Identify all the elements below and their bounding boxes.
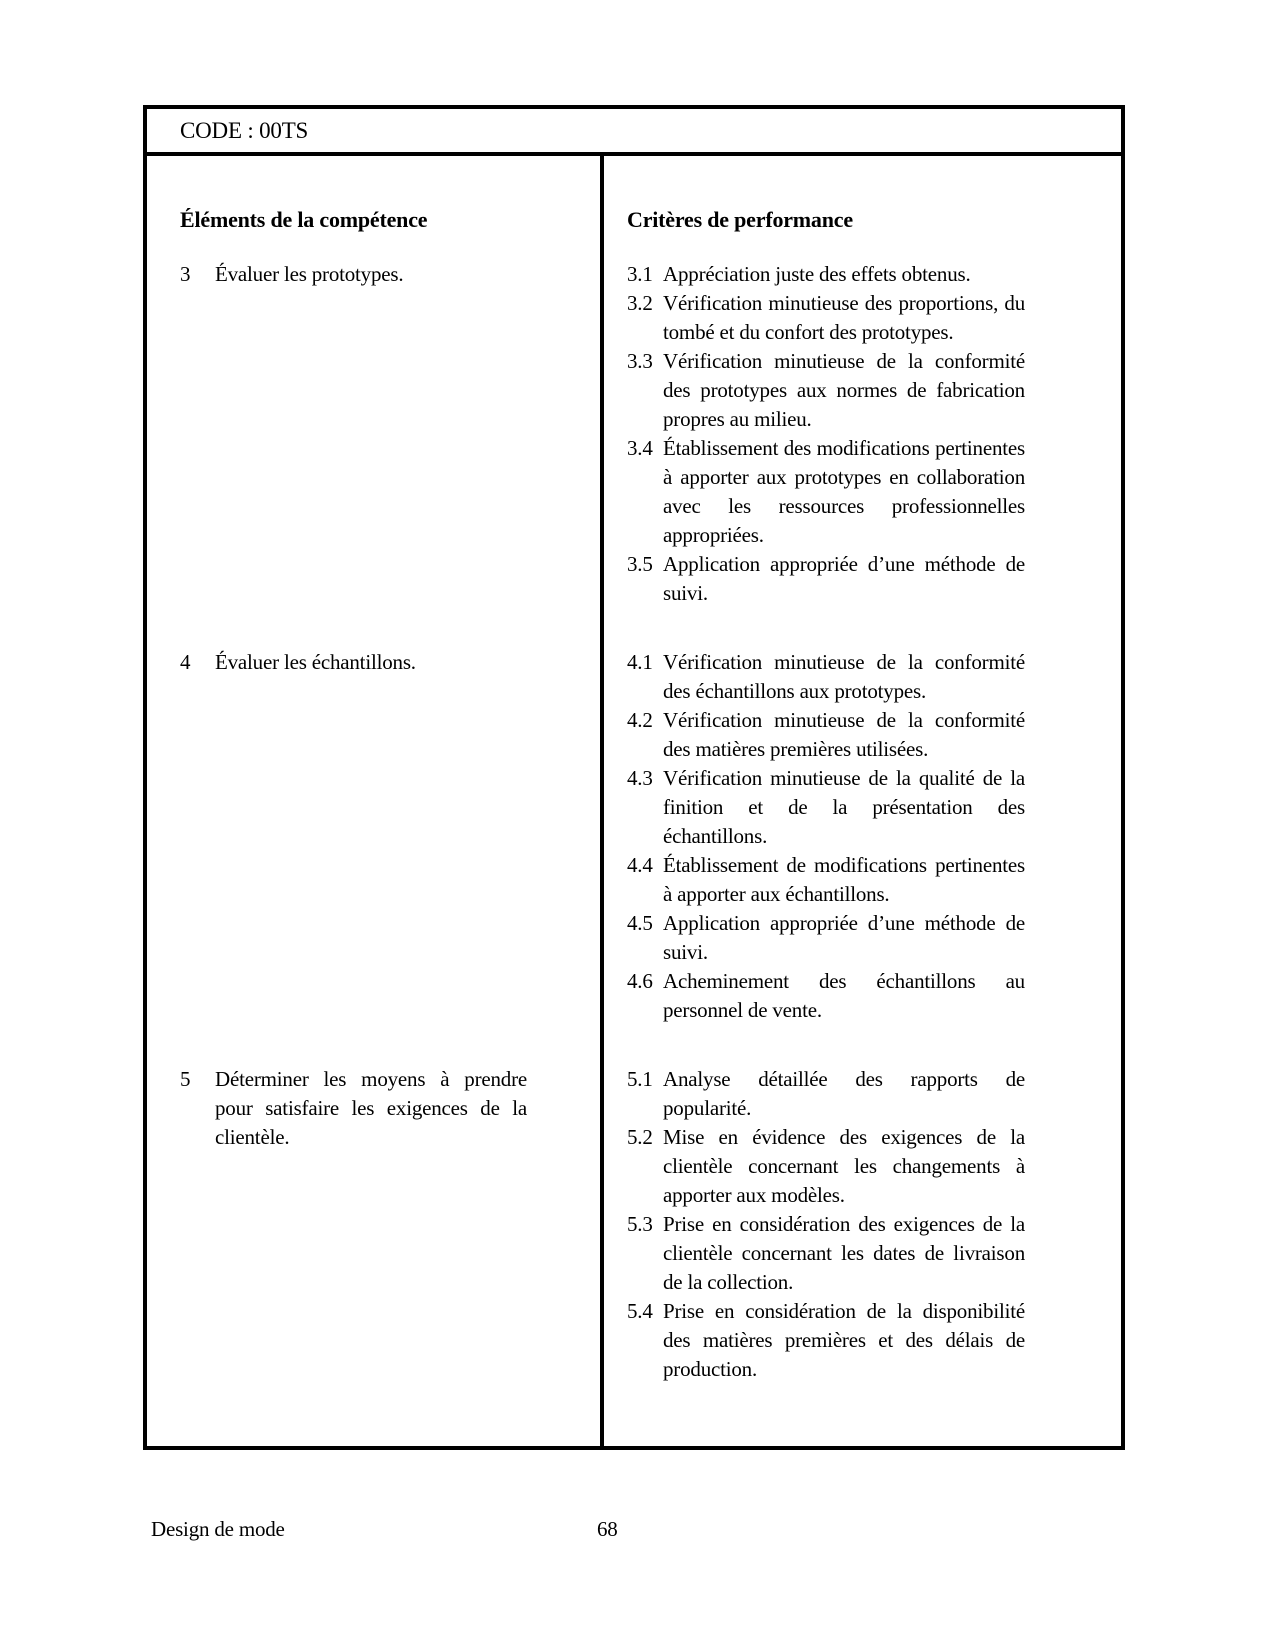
code-label: CODE : 00TS bbox=[180, 118, 309, 143]
criterion-text: Acheminement des échantillons au personnel de vente. bbox=[663, 969, 1025, 1022]
element-number: 3 bbox=[180, 262, 191, 286]
criterion-number: 3.2 bbox=[627, 291, 653, 315]
criterion-text: Appréciation juste des effets obtenus. bbox=[663, 262, 971, 286]
criterion-item bbox=[627, 1297, 1121, 1384]
criterion-text: Prise en considération de la disponibilité des matières premières et des délais de production. bbox=[663, 1299, 1025, 1381]
criterion-item bbox=[627, 1123, 1121, 1210]
criterion-number: 4.4 bbox=[627, 853, 653, 877]
element-text: Déterminer les moyens à prendre pour satisfaire les exigences de la clientèle. bbox=[215, 1067, 527, 1149]
criterion-text: Mise en évidence des exigences de la clientèle concernant les changements à apporter aux modèles. bbox=[663, 1125, 1025, 1207]
criterion-number: 4.3 bbox=[627, 766, 653, 790]
element-number: 5 bbox=[180, 1067, 191, 1091]
criterion-number: 5.4 bbox=[627, 1299, 653, 1323]
criterion-number: 4.5 bbox=[627, 911, 653, 935]
element-cell bbox=[147, 1065, 604, 1152]
criteria-cell bbox=[604, 1065, 1121, 1384]
element-item bbox=[180, 1065, 604, 1152]
criterion-item bbox=[627, 909, 1121, 967]
criterion-text: Vérification minutieuse de la conformité des prototypes aux normes de fabrication propres au milieu. bbox=[663, 349, 1025, 431]
competency-table bbox=[143, 105, 1125, 1450]
criterion-number: 3.4 bbox=[627, 436, 653, 460]
column-divider bbox=[600, 156, 604, 1446]
criterion-number: 4.6 bbox=[627, 969, 653, 993]
criterion-text: Vérification minutieuse des proportions, du tombé et du confort des prototypes. bbox=[663, 291, 1025, 344]
criterion-item bbox=[627, 434, 1121, 550]
criteria-cell bbox=[604, 260, 1121, 608]
criterion-item bbox=[627, 289, 1121, 347]
criterion-item bbox=[627, 851, 1121, 909]
criterion-number: 3.1 bbox=[627, 262, 653, 286]
criterion-item bbox=[627, 1210, 1121, 1297]
criterion-number: 5.2 bbox=[627, 1125, 653, 1149]
criterion-item bbox=[627, 764, 1121, 851]
criterion-item bbox=[627, 550, 1121, 608]
element-item bbox=[180, 648, 604, 677]
criterion-item bbox=[627, 967, 1121, 1025]
criterion-text: Vérification minutieuse de la qualité de la finition et de la présentation des échantillons. bbox=[663, 766, 1025, 848]
criterion-item bbox=[627, 347, 1121, 434]
criterion-item bbox=[627, 1065, 1121, 1123]
criterion-text: Application appropriée d’une méthode de suivi. bbox=[663, 911, 1025, 964]
element-number: 4 bbox=[180, 650, 191, 674]
criterion-number: 5.1 bbox=[627, 1067, 653, 1091]
footer-document-title: Design de mode bbox=[151, 1517, 285, 1541]
element-text: Évaluer les prototypes. bbox=[215, 262, 404, 286]
element-cell bbox=[147, 648, 604, 677]
criterion-text: Analyse détaillée des rapports de popularité. bbox=[663, 1067, 1025, 1120]
criterion-item bbox=[627, 706, 1121, 764]
criterion-number: 4.2 bbox=[627, 708, 653, 732]
criteria-cell bbox=[604, 648, 1121, 1025]
footer-page-number: 68 bbox=[597, 1517, 618, 1541]
competency-row bbox=[147, 260, 1121, 608]
criterion-number: 3.5 bbox=[627, 552, 653, 576]
criterion-text: Vérification minutieuse de la conformité des échantillons aux prototypes. bbox=[663, 650, 1025, 703]
elements-column-header: Éléments de la compétence bbox=[180, 207, 428, 232]
competency-row bbox=[147, 648, 1121, 1025]
criterion-number: 4.1 bbox=[627, 650, 653, 674]
criterion-text: Établissement de modifications pertinentes à apporter aux échantillons. bbox=[663, 853, 1025, 906]
criterion-number: 5.3 bbox=[627, 1212, 653, 1236]
criteria-column-header: Critères de performance bbox=[627, 207, 853, 232]
criterion-text: Application appropriée d’une méthode de suivi. bbox=[663, 552, 1025, 605]
competency-row bbox=[147, 1065, 1121, 1384]
element-text: Évaluer les échantillons. bbox=[215, 650, 416, 674]
code-header-row bbox=[147, 109, 1121, 156]
element-item bbox=[180, 260, 604, 289]
criterion-item bbox=[627, 260, 1121, 289]
criterion-text: Établissement des modifications pertinentes à apporter aux prototypes en collaboration avec les ressources professionnelles appropriées. bbox=[663, 436, 1025, 547]
criterion-number: 3.3 bbox=[627, 349, 653, 373]
column-headers bbox=[147, 206, 1121, 233]
criterion-text: Vérification minutieuse de la conformité des matières premières utilisées. bbox=[663, 708, 1025, 761]
competency-rows bbox=[147, 260, 1121, 1384]
table-body bbox=[147, 156, 1121, 1446]
criterion-item bbox=[627, 648, 1121, 706]
criterion-text: Prise en considération des exigences de la clientèle concernant les dates de livraison de la collection. bbox=[663, 1212, 1025, 1294]
element-cell bbox=[147, 260, 604, 289]
